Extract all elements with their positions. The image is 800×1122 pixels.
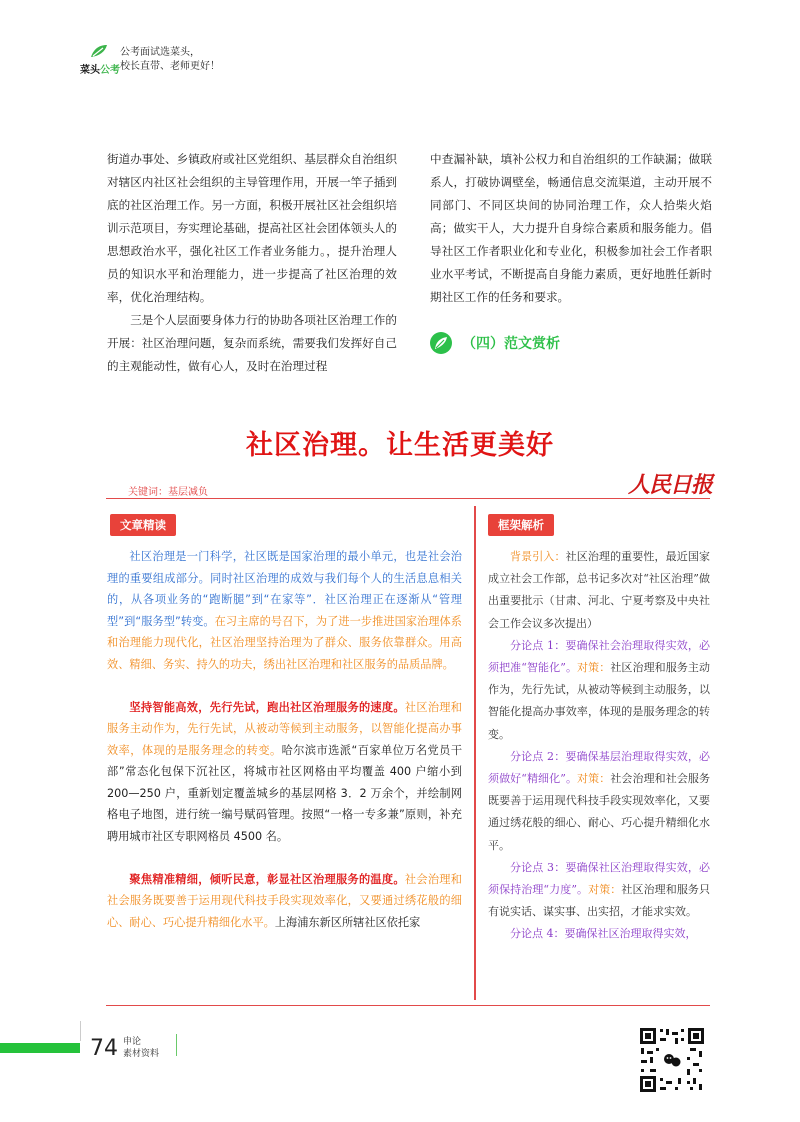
article-body: [107, 546, 462, 933]
publication-name: 申论 素材资料: [123, 1037, 160, 1059]
footer-separator: [176, 1034, 177, 1056]
article-paragraph: 社区治理是一门科学，社区既是国家治理的最小单元，也是社会治理的重要组成部分。同时社区治理的成效与我们每个人的生活息息相关的，从各项业务的“跑断腿”到“在家等”．社区治理正在逐渐从“管理型”到“服务型”转变。在习主席的号召下，为了进一步推进国家治理体系和治理能力现代化，社区治理坚持治理为了群众、服务依靠群众。用高效、精细、务实、持久的功夫，绣出社区治理和社区服务的品质品牌。: [107, 550, 462, 671]
top-right-column: [430, 148, 712, 309]
tag-article-reading: 文章精读: [110, 514, 176, 536]
qr-code-icon[interactable]: [638, 1026, 706, 1094]
framework-background: 背景引入：社区治理的重要性，最近国家成立社会工作部，总书记多次对“社区治理”做出重要批示（甘肃、河北、宁夏考察及中央社会工作会议多次提出）: [488, 550, 711, 630]
leaf-logo-icon: [90, 44, 108, 58]
framework-point-3: 分论点 3：要确保社区治理取得实效，必须保持治理“力度”。对策：社区治理和服务只有说实话、谋实事、出实招，才能求实效。: [488, 860, 711, 919]
framework-body: [488, 546, 710, 946]
column-divider: [474, 506, 476, 1000]
footer-green-bar: [0, 1043, 80, 1053]
leaf-icon: [430, 332, 452, 354]
paragraph: 三是个人层面要身体力行的协助各项社区治理工作的开展：社区治理问题，复杂而系统，需要我们发挥好自己的主观能动性，做有心人，及时在治理过程: [107, 313, 397, 373]
keywords: 关键词：基层减负: [128, 487, 208, 498]
tag-framework-analysis: 框架解析: [488, 514, 554, 536]
paragraph: 街道办事处、乡镇政府或社区党组织、基层群众自治组织对辖区内社区社会组织的主导管理作用，开展一竿子插到底的社区治理工作。另一方面，积极开展社区社会组织培训示范项目，夯实理论基础，提高社区社会团体领头人的思想政治水平，强化社区工作者业务能力。，提升治理人员的知识水平和治理能力，进一步提高了社区治理的效率，优化治理结构。: [107, 152, 397, 304]
footer-divider: [80, 1021, 81, 1041]
header-brand: [80, 44, 280, 78]
framework-point-1: 分论点 1：要确保社会治理取得实效，必须把准“智能化”。对策：社区治理和服务主动作为，先行先试，从被动等候到主动服务，以智能化提高办事效率，体现的是服务理念的转变。: [488, 638, 711, 741]
section-title: （四）范文赏析: [462, 336, 560, 352]
article-paragraph: 聚焦精准精细，倾听民意，彰显社区治理服务的温度。社会治理和社会服务既要善于运用现代科技手段实现效率化，又要通过绣花般的细心、耐心、巧心提升精细化水平。上海浦东新区所辖社区依托家: [107, 872, 462, 929]
newspaper-logo: 人民日报: [628, 472, 713, 498]
header-slogan: 公考面试选菜头， 校长直带、老师更好！: [120, 47, 220, 72]
framework-point-4: 分论点 4：要确保社区治理取得实效，: [510, 927, 697, 941]
paragraph: 中查漏补缺，填补公权力和自治组织的工作缺漏；做联系人，打破协调壁垒，畅通信息交流渠道，主动开展不同部门、不同区块间的协同治理工作，众人拾柴火焰高；做实干人，大力提升自身综合素质和服务能力。倡导社区工作者职业化和专业化，积极参加社会工作者职业水平考试，不断提高自身能力素质，更好地胜任新时期社区工作的任务和要求。: [430, 152, 712, 304]
article-title: 社区治理。让生活更美好: [246, 430, 554, 461]
article-paragraph: 坚持智能高效，先行先试，跑出社区治理服务的速度。社区治理和服务主动作为，先行先试，从被动等候到主动服务，以智能化提高办事效率，体现的是服务理念的转变。哈尔滨市选派“百家单位万名党员干部”常态化包保下沉社区，将城市社区网格由平均覆盖 400 户缩小到 200—250 户，重新划定覆盖城乡的基层网格 3．2 万余个，并绘制网格电子地图，进行统一编号赋码管理。按照“一格一专多兼”原则，补充聘用城市社区专职网格员 4500 名。: [107, 700, 463, 843]
top-left-column: [107, 148, 397, 378]
page-number: 74: [90, 1036, 118, 1061]
brand-name: 菜头公考: [80, 65, 120, 76]
section-heading: [430, 330, 560, 356]
framework-point-2: 分论点 2：要确保基层治理取得实效，必须做好“精细化”。对策：社会治理和社会服务既要善于运用现代科技手段实现效率化，又要通过绣花般的细心、耐心、巧心提升精细化水平。: [488, 749, 711, 852]
